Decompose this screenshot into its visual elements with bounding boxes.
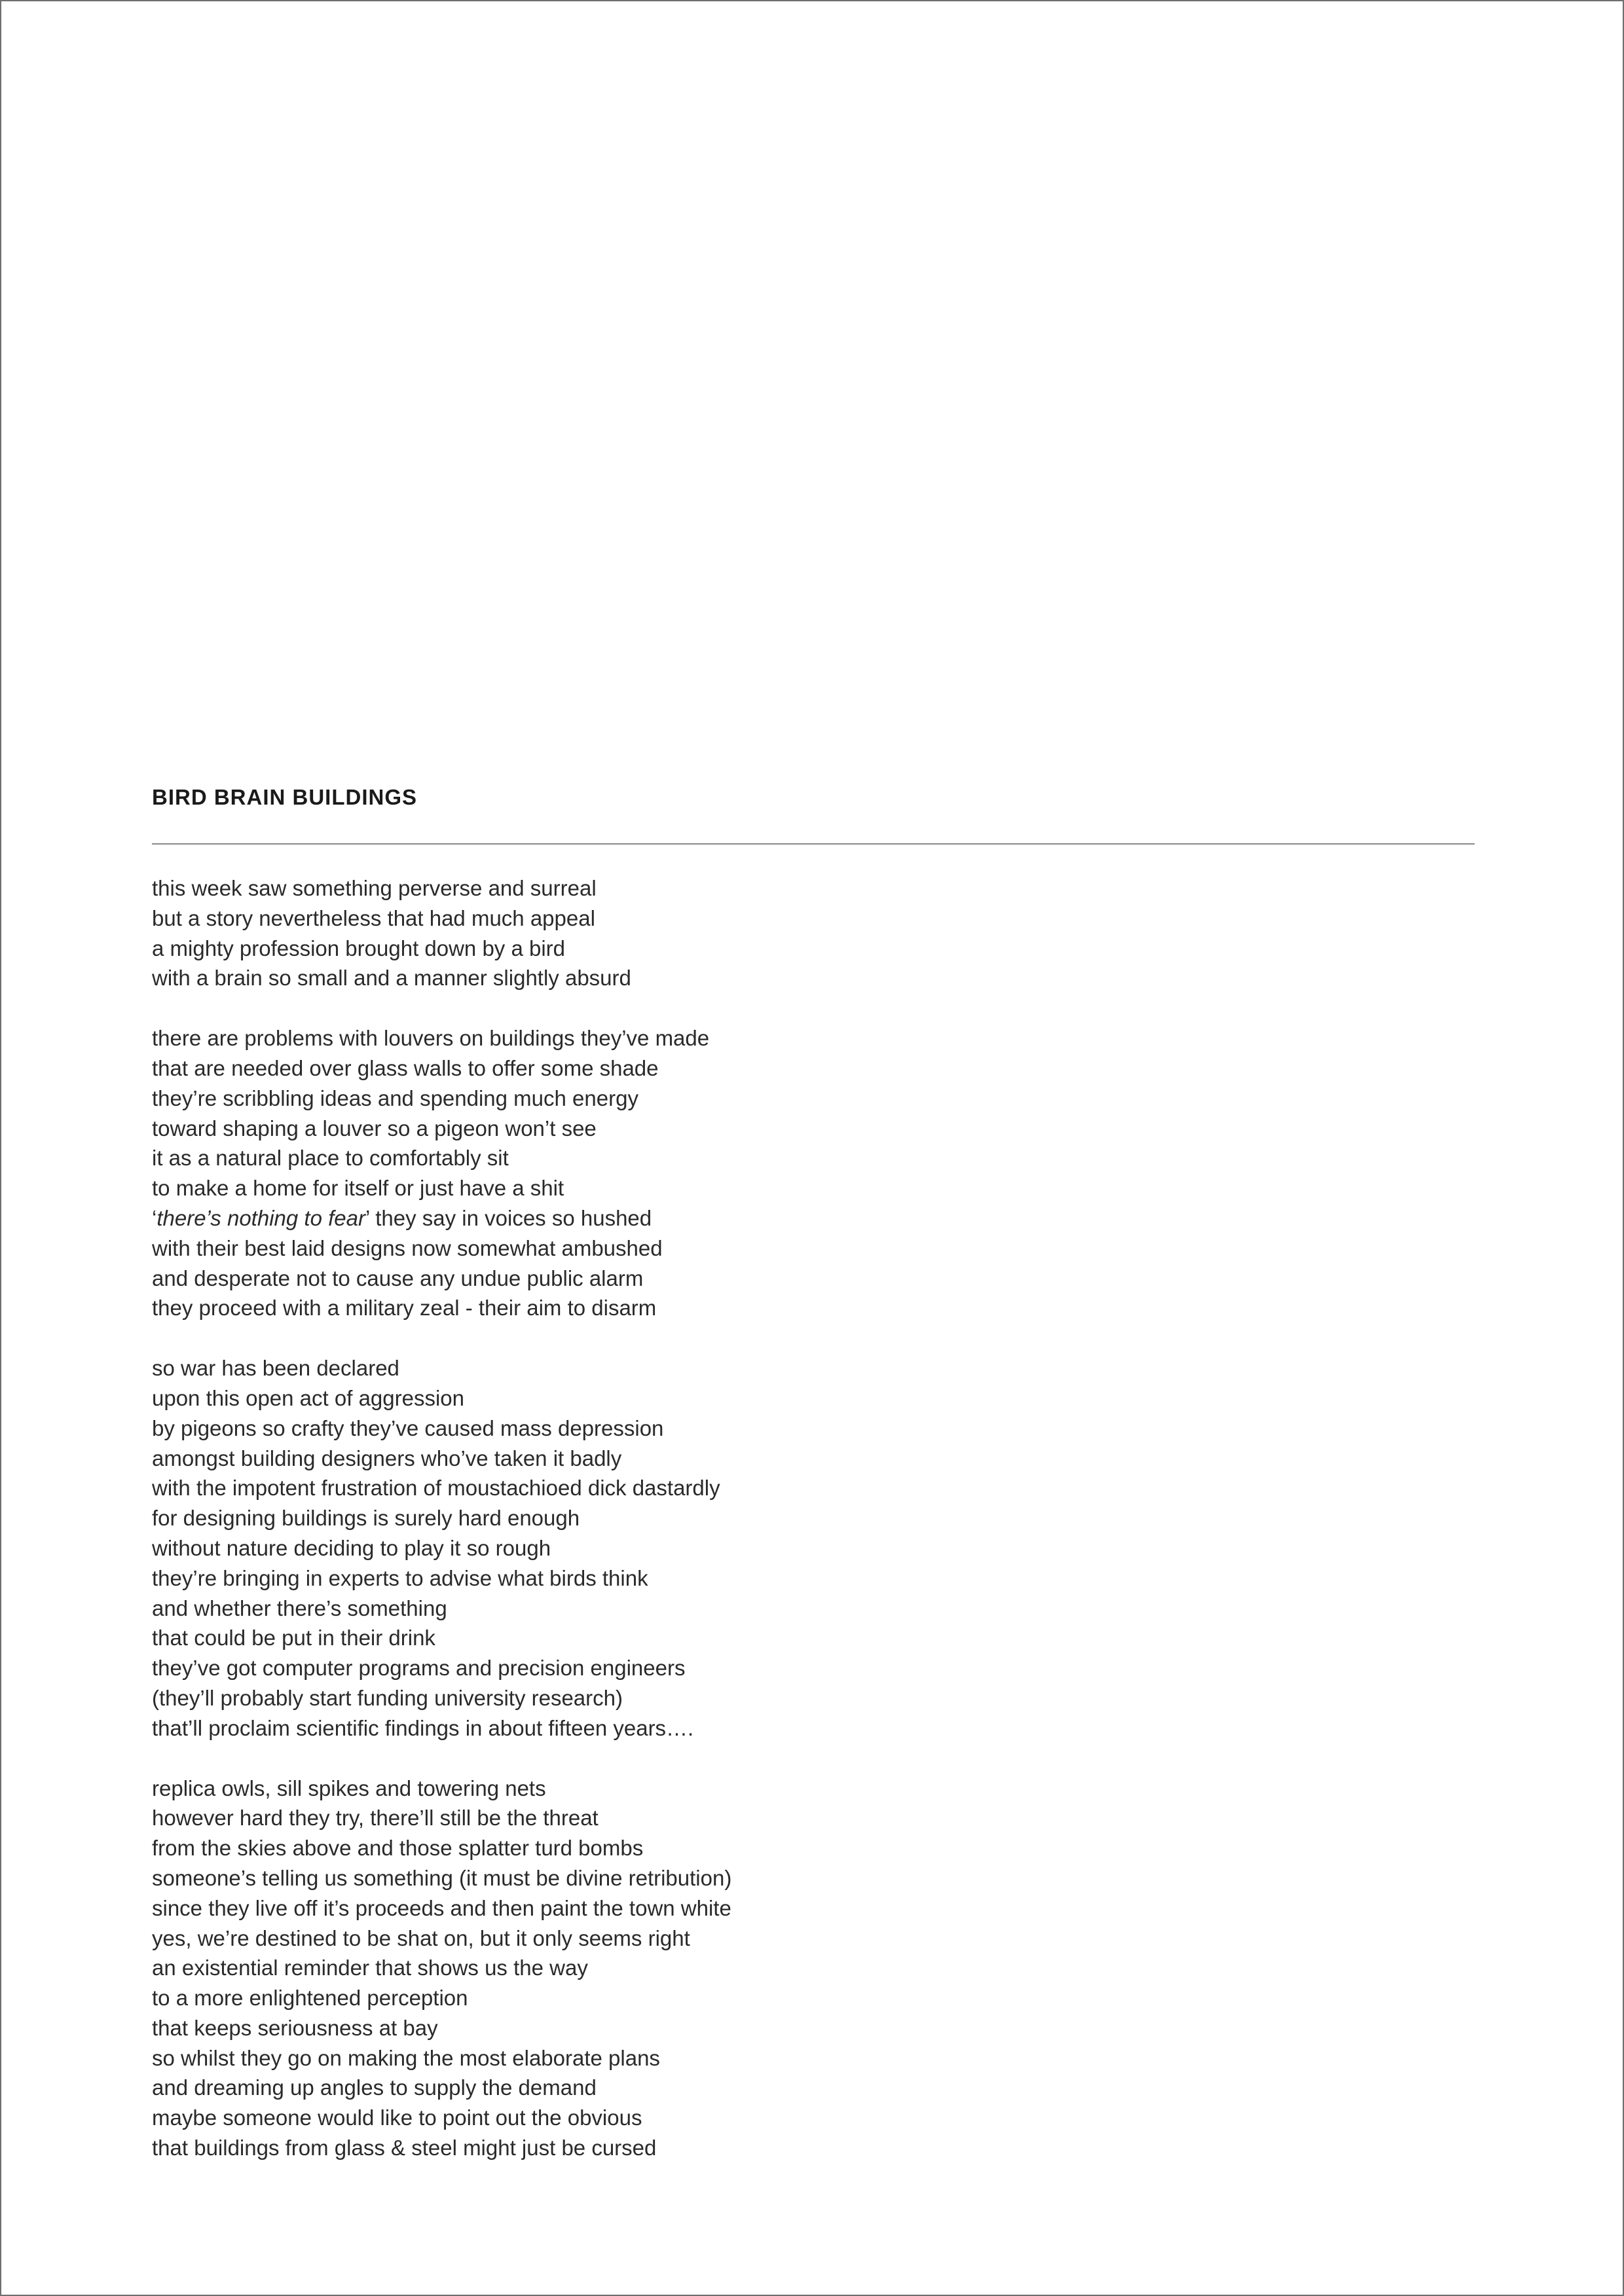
poem-line: so whilst they go on making the most elaborate plans xyxy=(152,2045,660,2070)
poem-line: but a story nevertheless that had much appeal xyxy=(152,905,595,930)
poem-line: from the skies above and those splatter turd bombs xyxy=(152,1836,644,1861)
poem-line: with a brain so small and a manner slightly absurd xyxy=(152,966,631,991)
poem-line: without nature deciding to play it so rough xyxy=(152,1535,551,1560)
poem-line: an existential reminder that shows us the way xyxy=(152,1956,588,1980)
italic-phrase: there’s nothing to fear xyxy=(157,1205,365,1230)
open-quote: ‘ xyxy=(152,1205,157,1230)
poem-line: so war has been declared xyxy=(152,1356,399,1381)
poem-line: and desperate not to cause any undue public alarm xyxy=(152,1266,644,1290)
poem-line: and whether there’s something xyxy=(152,1595,447,1620)
poem-line: they’re scribbling ideas and spending much energy xyxy=(152,1085,638,1110)
poem-line: a mighty profession brought down by a bird xyxy=(152,936,566,960)
poem-line: however hard they try, there’ll still be the threat xyxy=(152,1806,599,1831)
title-divider xyxy=(152,843,1475,845)
poem-line: it as a natural place to comfortably sit xyxy=(152,1146,509,1171)
poem-line: they’ve got computer programs and precision engineers xyxy=(152,1656,686,1681)
poem-line: yes, we’re destined to be shat on, but it only seems right xyxy=(152,1925,690,1950)
poem-line: and dreaming up angles to supply the demand xyxy=(152,2075,597,2100)
poem-line: to make a home for itself or just have a shit xyxy=(152,1176,564,1201)
poem-line: that could be put in their drink xyxy=(152,1626,435,1650)
poem-line: that keeps seriousness at bay xyxy=(152,2015,438,2040)
poem-line: replica owls, sill spikes and towering nets xyxy=(152,1776,546,1800)
poem-line: they proceed with a military zeal - their aim to disarm xyxy=(152,1296,657,1321)
poem-line: they’re bringing in experts to advise what birds think xyxy=(152,1565,648,1590)
stanza xyxy=(152,1023,1475,1323)
poem-line: this week saw something perverse and surreal xyxy=(152,876,597,900)
poem-line: that buildings from glass & steel might just be cursed xyxy=(152,2136,657,2160)
stanza xyxy=(152,1353,1475,1743)
poem-line: since they live off it’s proceeds and then paint the town white xyxy=(152,1895,731,1920)
poem-line: (they’ll probably start funding university research) xyxy=(152,1685,623,1710)
poem-line: with their best laid designs now somewhat ambushed xyxy=(152,1235,663,1260)
poem-line: amongst building designers who’ve taken it badly xyxy=(152,1446,622,1470)
poem-title: BIRD BRAIN BUILDINGS xyxy=(152,785,417,809)
poem-line: someone’s telling us something (it must be divine retribution) xyxy=(152,1865,732,1890)
poem-line: toward shaping a louver so a pigeon won’t see xyxy=(152,1116,597,1140)
stanza xyxy=(152,1774,1475,2163)
poem-line: maybe someone would like to point out the obvious xyxy=(152,2105,642,2130)
stanza xyxy=(152,873,1475,993)
line-rest: ’ they say in voices so hushed xyxy=(365,1205,652,1230)
poem-line: that’ll proclaim scientific findings in about fifteen years…. xyxy=(152,1715,694,1740)
poem-body xyxy=(152,873,1475,2193)
poem-line: for designing buildings is surely hard enough xyxy=(152,1506,580,1531)
poem-line: upon this open act of aggression xyxy=(152,1385,465,1410)
poem-line: to a more enlightened perception xyxy=(152,1986,468,2011)
poem-line: with the impotent frustration of moustachioed dick dastardly xyxy=(152,1476,720,1501)
poem-line: by pigeons so crafty they’ve caused mass depression xyxy=(152,1415,664,1440)
poem-line: there are problems with louvers on buildings they’ve made xyxy=(152,1026,710,1051)
poem-line: that are needed over glass walls to offer some shade xyxy=(152,1055,659,1080)
poem-line xyxy=(152,1203,1475,1233)
